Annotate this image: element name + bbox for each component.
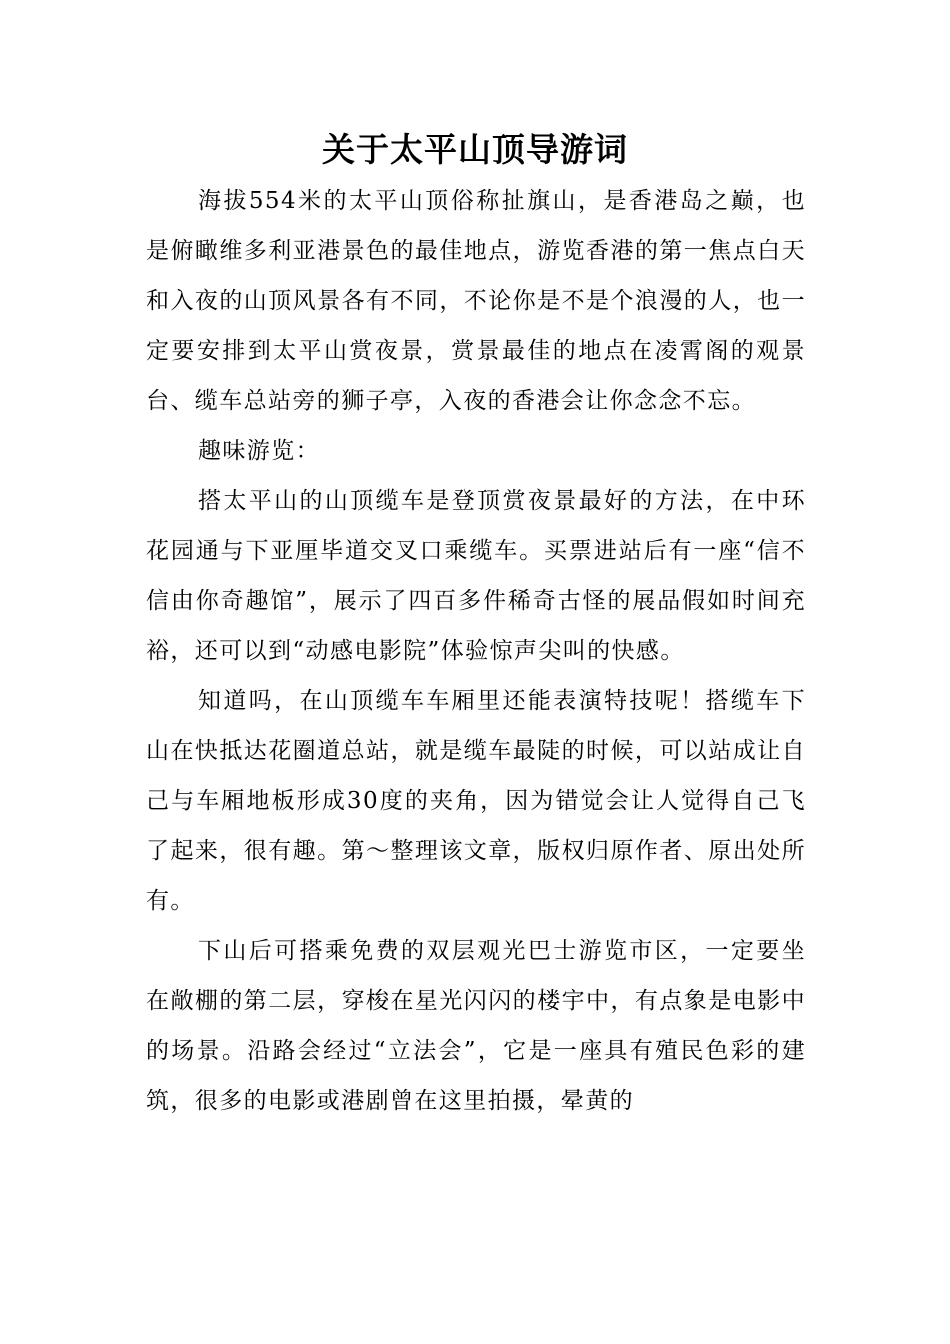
paragraph-intro: 海拔554米的太平山顶俗称扯旗山，是香港岛之巅，也是俯瞰维多利亚港景色的最佳地点，游览香港的第一焦点白天和入夜的山顶风景各有不同，不论你是不是个浪漫的人，也一定要安排到太平山赏夜景，赏景最佳的地点在凌霄阁的观景台、缆车总站旁的狮子亭，入夜的香港会让你念念不忘。	[146, 188, 806, 414]
paragraph-sightseeing-bus: 下山后可搭乘免费的双层观光巴士游览市区，一定要坐在敞棚的第二层，穿梭在星光闪闪的楼宇中，有点象是电影中的场景。沿路会经过“立法会”，它是一座具有殖民色彩的建筑，很多的电影或港剧曾在这里拍摄，晕黄的	[146, 938, 806, 1114]
document-title: 关于太平山顶导游词	[322, 130, 628, 169]
paragraph-tram-stunt: 知道吗，在山顶缆车车厢里还能表演特技呢！搭缆车下山在快抵达花圈道总站，就是缆车最陡的时候，可以站成让自己与车厢地板形成30度的夹角，因为错觉会让人觉得自己飞了起来，很有趣。第～整理该文章，版权归原作者、原出处所有。	[146, 688, 806, 914]
paragraph-peak-tram: 搭太平山的山顶缆车是登顶赏夜景最好的方法，在中环花园通与下亚厘毕道交叉口乘缆车。买票进站后有一座“信不信由你奇趣馆”，展示了四百多件稀奇古怪的展品假如时间充裕，还可以到“动感电影院”体验惊声尖叫的快感。	[146, 488, 806, 664]
document-body	[146, 176, 806, 1126]
paragraph-fun-tour-heading: 趣味游览：	[198, 438, 320, 464]
